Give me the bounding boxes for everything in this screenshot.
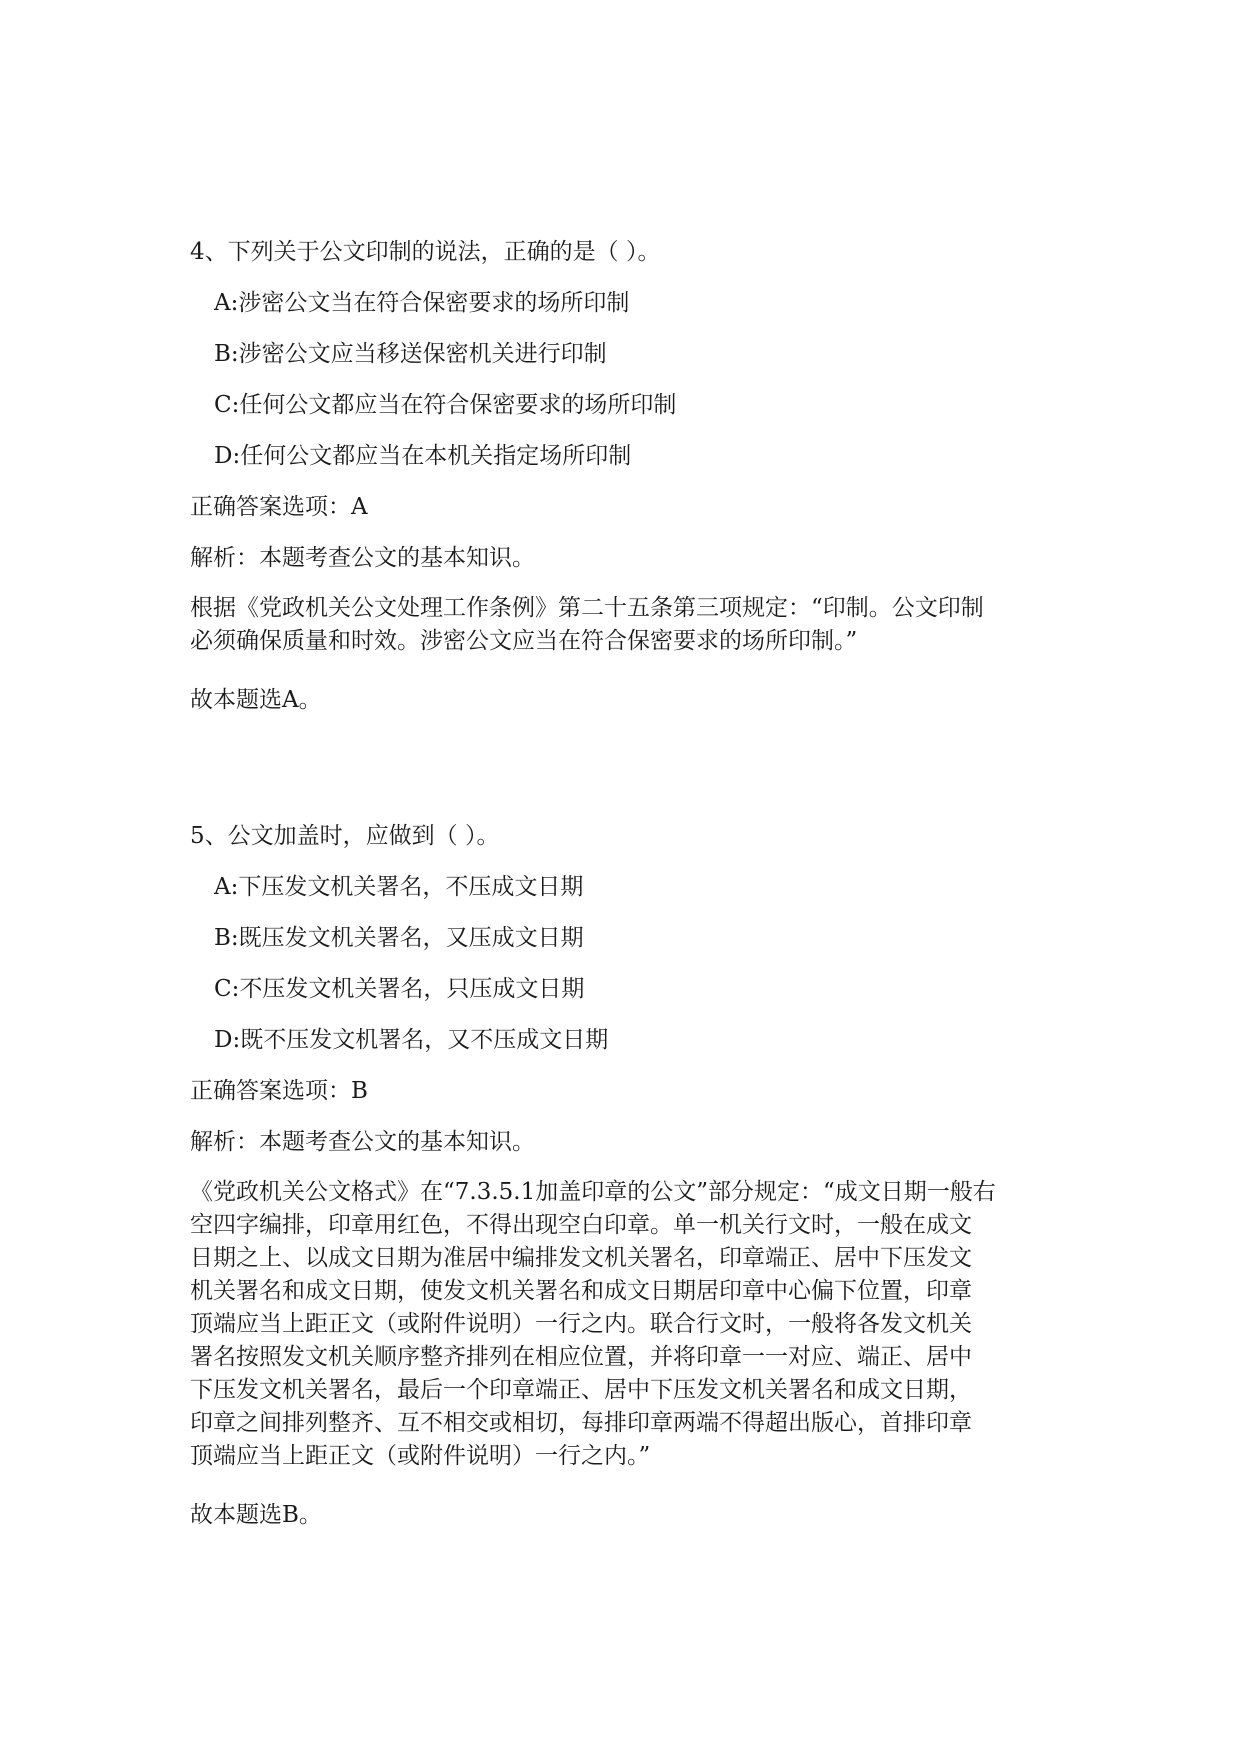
question-stem: 5、公文加盖时，应做到（ ）。 (190, 823, 500, 849)
analysis-heading: 解析：本题考查公文的基本知识。 (190, 1129, 535, 1155)
analysis-detail (190, 592, 1070, 658)
option-text: 既压发文机关署名，又压成文日期 (238, 925, 584, 951)
option-text: 任何公文都应当在符合保密要求的场所印制 (239, 392, 677, 418)
option-text: 既不压发文机署名，又不压成文日期 (240, 1027, 609, 1053)
detail-line: 必须确保质量和时效。涉密公文应当在符合保密要求的场所印制。” (190, 628, 858, 654)
option-text: 涉密公文当在符合保密要求的场所印制 (238, 290, 630, 316)
detail-line: 顶端应当上距正文（或附件说明）一行之内。联合行文时，一般将各发文机关 (190, 1311, 972, 1337)
detail-line: 顶端应当上距正文（或附件说明）一行之内。” (190, 1443, 651, 1469)
correct-answer: 正确答案选项：B (190, 1078, 368, 1104)
analysis-heading: 解析：本题考查公文的基本知识。 (190, 545, 535, 571)
option-letter: D: (214, 1027, 241, 1053)
option-letter: A: (214, 290, 239, 316)
detail-line: 机关署名和成文日期，使发文机关署名和成文日期居印章中心偏下位置，印章 (190, 1278, 972, 1304)
detail-line: 下压发文机关署名，最后一个印章端正、居中下压发文机关署名和成文日期， (190, 1377, 972, 1403)
option-d (190, 1020, 1070, 1060)
detail-line: 日期之上、以成文日期为准居中编排发文机关署名，印章端正、居中下压发文 (190, 1245, 972, 1271)
detail-line: 《党政机关公文格式》在“7.3.5.1加盖印章的公文”部分规定：“成文日期一般右 (190, 1179, 996, 1205)
option-letter: B: (214, 925, 239, 951)
option-letter: C: (214, 392, 240, 418)
option-b (190, 918, 1070, 958)
option-d (190, 436, 1070, 476)
detail-line: 根据《党政机关公文处理工作条例》第二十五条第三项规定：“印制。公文印制 (190, 595, 984, 621)
correct-answer: 正确答案选项：A (190, 494, 368, 520)
detail-line: 空四字编排，印章用红色，不得出现空白印章。单一机关行文时，一般在成文 (190, 1212, 972, 1238)
option-c (190, 385, 1070, 425)
question-stem: 4、下列关于公文印制的说法，正确的是（ ）。 (190, 239, 661, 265)
option-a (190, 283, 1070, 323)
option-b (190, 334, 1070, 374)
option-text: 不压发文机关署名，只压成文日期 (239, 976, 585, 1002)
option-text: 任何公文都应当在本机关指定场所印制 (240, 443, 632, 469)
option-letter: C: (214, 976, 240, 1002)
option-letter: A: (214, 874, 239, 900)
option-a (190, 867, 1070, 907)
option-text: 涉密公文应当移送保密机关进行印制 (238, 341, 607, 367)
detail-line: 印章之间排列整齐、互不相交或相切，每排印章两端不得超出版心，首排印章 (190, 1410, 972, 1436)
option-letter: D: (214, 443, 241, 469)
option-text: 下压发文机关署名，不压成文日期 (238, 874, 584, 900)
question-5 (190, 816, 1070, 1535)
option-c (190, 969, 1070, 1009)
question-4 (190, 232, 1070, 720)
detail-line: 署名按照发文机关顺序整齐排列在相应位置，并将印章一一对应、端正、居中 (190, 1344, 972, 1370)
analysis-detail (190, 1176, 1070, 1473)
option-letter: B: (214, 341, 239, 367)
conclusion: 故本题选B。 (190, 1502, 322, 1528)
conclusion: 故本题选A。 (190, 687, 322, 713)
